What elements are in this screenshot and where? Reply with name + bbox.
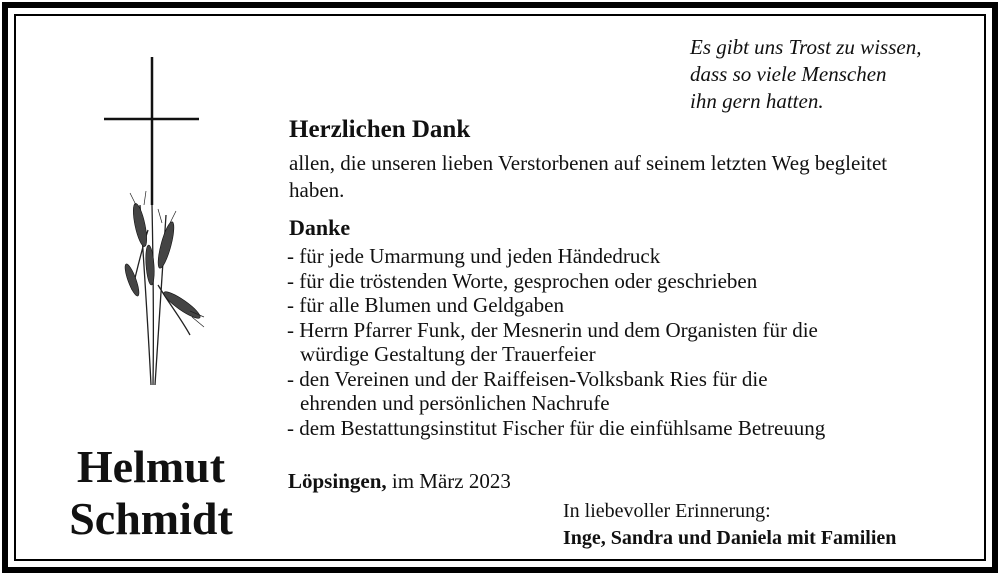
intro-text: allen, die unseren lieben Verstorbenen auf seinem letzten Weg begleitet haben. [289,151,888,202]
list-item-text: - Herrn Pfarrer Funk, der Mesnerin und dem Organisten für die [287,317,818,342]
last-name: Schmidt [69,493,233,544]
heading-herzlichen-dank: Herzlichen Dank [289,116,471,143]
list-item [287,318,927,367]
deceased-name [40,441,262,545]
list-item-continuation: ehrenden und persönlichen Nachrufe [300,391,610,415]
list-item-text: - für alle Blumen und Geldgaben [287,293,564,317]
list-item-continuation: würdige Gestaltung der Trauerfeier [300,342,596,366]
thanks-list [287,244,927,440]
list-item [287,416,927,441]
list-item [287,293,927,318]
cross-with-wheat-icon [100,55,210,390]
list-item [287,269,927,294]
quote-line: ihn gern hatten. [690,89,824,113]
place-date [288,469,511,494]
quote-line: Es gibt uns Trost zu wissen, [690,35,922,59]
town: Löpsingen, [288,469,387,493]
quote-line: dass so viele Menschen [690,62,887,86]
first-name: Helmut [76,441,226,492]
list-item-text: - dem Bestattungsinstitut Fischer für die einfühlsame Betreuung [287,415,826,440]
quote [690,34,921,115]
list-item [287,367,927,416]
closing-line: In liebevoller Erinnerung: [563,500,771,522]
heading-danke: Danke [289,215,351,240]
date: im März 2023 [391,469,511,493]
list-item-text: - für jede Umarmung und jeden Händedruck [287,244,661,268]
list-item-text: - den Vereinen und der Raiffeisen-Volksbank Ries für die [287,366,768,391]
list-item [287,244,927,269]
signers: Inge, Sandra und Daniela mit Familien [563,527,897,549]
list-item-text: - für die tröstenden Worte, gesprochen oder geschrieben [287,268,758,293]
